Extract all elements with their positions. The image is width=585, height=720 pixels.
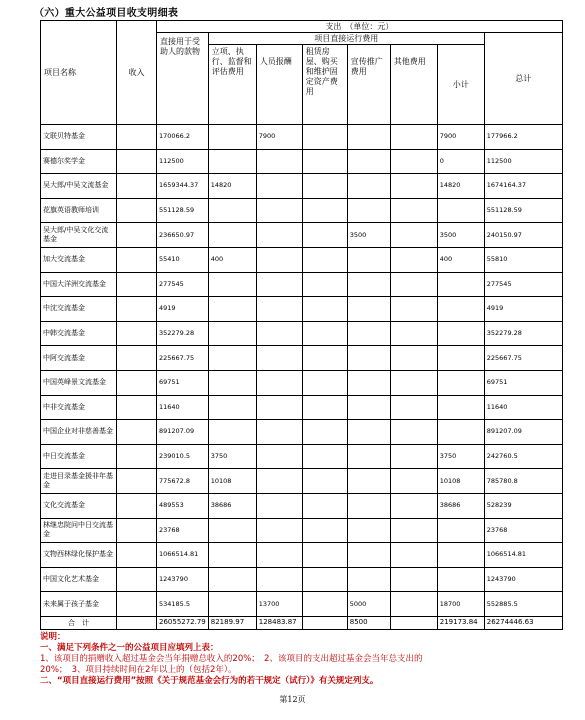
row-grants: 277545 xyxy=(157,272,209,297)
row-project-name: 吴大郎/中吴文化交流基金 xyxy=(41,223,117,248)
row-personnel xyxy=(256,444,302,469)
totals-publicity: 8500 xyxy=(347,616,390,629)
table-row xyxy=(41,395,563,420)
notes-section xyxy=(40,632,560,687)
row-total: 1674164.37 xyxy=(484,174,562,199)
table-row xyxy=(41,223,563,248)
table-row xyxy=(41,125,563,150)
row-project-name: 中国企业对非慈善基金 xyxy=(41,420,117,445)
row-subtotal: 0 xyxy=(437,149,484,174)
row-setup: 14820 xyxy=(208,174,256,199)
row-grants: 352279.28 xyxy=(157,321,209,346)
row-rent xyxy=(302,444,347,469)
header-other: 其他费用 xyxy=(390,45,437,125)
row-grants: 236650.97 xyxy=(157,223,209,248)
row-income xyxy=(117,395,157,420)
row-publicity xyxy=(347,321,390,346)
row-project-name: 加大交流基金 xyxy=(41,247,117,272)
row-income xyxy=(117,223,157,248)
row-setup xyxy=(208,543,256,568)
table-row xyxy=(41,518,563,543)
row-income xyxy=(117,346,157,371)
row-income xyxy=(117,321,157,346)
row-subtotal xyxy=(437,567,484,592)
row-rent xyxy=(302,321,347,346)
row-rent xyxy=(302,469,347,494)
row-income xyxy=(117,420,157,445)
row-grants: 239010.5 xyxy=(157,444,209,469)
row-total: 55810 xyxy=(484,247,562,272)
row-publicity xyxy=(347,420,390,445)
project-expenditure-table xyxy=(40,20,563,630)
header-direct-costs: 项目直接运行费用 xyxy=(208,33,484,45)
notes-line-2b: 20%； 3、项目持续时间在2年以上的（包括2年）。 xyxy=(40,665,237,675)
header-personnel: 人员报酬 xyxy=(256,45,302,125)
table-row xyxy=(41,174,563,199)
row-income xyxy=(117,444,157,469)
row-rent xyxy=(302,346,347,371)
row-setup xyxy=(208,149,256,174)
row-project-name: 中非交流基金 xyxy=(41,395,117,420)
totals-setup: 82189.97 xyxy=(208,616,256,629)
row-setup: 3750 xyxy=(208,444,256,469)
row-setup xyxy=(208,125,256,150)
row-setup xyxy=(208,420,256,445)
row-total: 240150.97 xyxy=(484,223,562,248)
row-other xyxy=(390,420,437,445)
header-setup-monitoring: 立项、执行、监督和评估费用 xyxy=(208,45,256,125)
header-subtotal: 小计 xyxy=(437,45,484,125)
row-other xyxy=(390,297,437,322)
row-subtotal xyxy=(437,370,484,395)
row-publicity xyxy=(347,149,390,174)
row-setup xyxy=(208,395,256,420)
row-subtotal xyxy=(437,346,484,371)
totals-grants: 26055272.79 xyxy=(157,616,209,629)
row-personnel xyxy=(256,174,302,199)
row-grants: 1243790 xyxy=(157,567,209,592)
row-other xyxy=(390,444,437,469)
row-other xyxy=(390,247,437,272)
row-project-name: 中阿交流基金 xyxy=(41,346,117,371)
row-setup xyxy=(208,321,256,346)
totals-rent xyxy=(302,616,347,629)
row-rent xyxy=(302,149,347,174)
table-row xyxy=(41,567,563,592)
table-title: （六）重大公益项目收支明细表 xyxy=(34,8,179,19)
row-grants: 55410 xyxy=(157,247,209,272)
row-personnel xyxy=(256,198,302,223)
row-setup xyxy=(208,297,256,322)
row-income xyxy=(117,370,157,395)
row-other xyxy=(390,592,437,617)
row-subtotal: 18700 xyxy=(437,592,484,617)
table-row xyxy=(41,272,563,297)
notes-line-2a: 1、该项目的捐赠收入超过基金会当年捐赠总收入的20%； 2、该项目的支出超过基金会当年总支出的 xyxy=(40,654,423,664)
row-subtotal xyxy=(437,272,484,297)
row-personnel xyxy=(256,149,302,174)
row-publicity xyxy=(347,567,390,592)
table-row xyxy=(41,493,563,518)
row-publicity xyxy=(347,174,390,199)
row-subtotal: 38686 xyxy=(437,493,484,518)
row-rent xyxy=(302,543,347,568)
row-project-name: 中沈交流基金 xyxy=(41,297,117,322)
row-project-name: 赛德尔奖学金 xyxy=(41,149,117,174)
row-grants: 112500 xyxy=(157,149,209,174)
row-rent xyxy=(302,247,347,272)
row-personnel xyxy=(256,223,302,248)
row-grants: 551128.59 xyxy=(157,198,209,223)
row-project-name: 林继忠院问中日交流基金 xyxy=(41,518,117,543)
row-project-name: 文化交流基金 xyxy=(41,493,117,518)
row-rent xyxy=(302,592,347,617)
row-publicity xyxy=(347,346,390,371)
row-publicity xyxy=(347,198,390,223)
row-personnel xyxy=(256,567,302,592)
row-other xyxy=(390,223,437,248)
row-project-name: 中国英峰景文流基金 xyxy=(41,370,117,395)
row-subtotal: 10108 xyxy=(437,469,484,494)
header-total: 总计 xyxy=(484,33,562,125)
row-total: 177966.2 xyxy=(484,125,562,150)
row-other xyxy=(390,321,437,346)
totals-income xyxy=(117,616,157,629)
row-project-name: 中国文化艺术基金 xyxy=(41,567,117,592)
row-total: 112500 xyxy=(484,149,562,174)
row-publicity xyxy=(347,370,390,395)
row-income xyxy=(117,272,157,297)
row-grants: 489553 xyxy=(157,493,209,518)
row-other xyxy=(390,174,437,199)
header-grants: 直接用于受助人的款物 xyxy=(157,33,209,125)
row-income xyxy=(117,518,157,543)
table-row xyxy=(41,247,563,272)
row-project-name: 走进目录基金援非年基金 xyxy=(41,469,117,494)
row-other xyxy=(390,543,437,568)
row-publicity xyxy=(347,297,390,322)
row-total: 277545 xyxy=(484,272,562,297)
row-other xyxy=(390,370,437,395)
row-project-name: 吴大郎/中吴文流基金 xyxy=(41,174,117,199)
row-personnel xyxy=(256,297,302,322)
row-personnel xyxy=(256,346,302,371)
row-grants: 69751 xyxy=(157,370,209,395)
row-personnel xyxy=(256,518,302,543)
row-other xyxy=(390,125,437,150)
row-subtotal xyxy=(437,297,484,322)
table-row xyxy=(41,592,563,617)
row-rent xyxy=(302,223,347,248)
row-rent xyxy=(302,125,347,150)
row-project-name: 中国大洋洲交流基金 xyxy=(41,272,117,297)
row-subtotal: 7900 xyxy=(437,125,484,150)
row-subtotal xyxy=(437,321,484,346)
row-income xyxy=(117,592,157,617)
row-publicity xyxy=(347,518,390,543)
row-subtotal: 3500 xyxy=(437,223,484,248)
row-other xyxy=(390,493,437,518)
row-income xyxy=(117,297,157,322)
row-project-name: 文物西林绿化保护基金 xyxy=(41,543,117,568)
notes-heading: 说明： xyxy=(40,632,66,642)
row-other xyxy=(390,346,437,371)
row-total: 225667.75 xyxy=(484,346,562,371)
row-personnel xyxy=(256,370,302,395)
row-total: 551128.59 xyxy=(484,198,562,223)
totals-subtotal: 219173.84 xyxy=(437,616,484,629)
row-grants: 4919 xyxy=(157,297,209,322)
row-total: 1066514.81 xyxy=(484,543,562,568)
totals-total: 26274446.63 xyxy=(484,616,562,629)
row-other xyxy=(390,567,437,592)
row-subtotal xyxy=(437,543,484,568)
row-personnel: 13700 xyxy=(256,592,302,617)
header-rent-assets: 租赁房屋、购买和维护固定资产费用 xyxy=(302,45,347,125)
row-setup xyxy=(208,518,256,543)
row-personnel xyxy=(256,395,302,420)
row-grants: 170066.2 xyxy=(157,125,209,150)
row-publicity xyxy=(347,543,390,568)
row-total: 69751 xyxy=(484,370,562,395)
row-other xyxy=(390,395,437,420)
table-row xyxy=(41,469,563,494)
row-publicity xyxy=(347,247,390,272)
row-publicity xyxy=(347,272,390,297)
row-rent xyxy=(302,370,347,395)
row-publicity xyxy=(347,493,390,518)
row-publicity xyxy=(347,395,390,420)
row-setup: 10108 xyxy=(208,469,256,494)
row-grants: 225667.75 xyxy=(157,346,209,371)
row-setup xyxy=(208,198,256,223)
table-row xyxy=(41,420,563,445)
totals-personnel: 128483.87 xyxy=(256,616,302,629)
notes-line-1: 一、满足下列条件之一的公益项目应填列上表： xyxy=(40,643,219,653)
row-total: 352279.28 xyxy=(484,321,562,346)
row-total: 23768 xyxy=(484,518,562,543)
table-row xyxy=(41,346,563,371)
page-number: 第12页 xyxy=(279,695,306,704)
row-rent xyxy=(302,272,347,297)
totals-label: 合 计 xyxy=(41,616,117,629)
row-rent xyxy=(302,567,347,592)
row-other xyxy=(390,149,437,174)
row-setup xyxy=(208,223,256,248)
row-other xyxy=(390,272,437,297)
row-grants: 1659344.37 xyxy=(157,174,209,199)
row-subtotal: 400 xyxy=(437,247,484,272)
table-row xyxy=(41,543,563,568)
row-income xyxy=(117,149,157,174)
row-personnel xyxy=(256,247,302,272)
row-personnel xyxy=(256,469,302,494)
row-subtotal xyxy=(437,395,484,420)
row-total: 1243790 xyxy=(484,567,562,592)
row-subtotal xyxy=(437,518,484,543)
row-subtotal xyxy=(437,198,484,223)
row-total: 891207.09 xyxy=(484,420,562,445)
row-other xyxy=(390,518,437,543)
row-setup xyxy=(208,370,256,395)
row-subtotal: 3750 xyxy=(437,444,484,469)
row-grants: 534185.5 xyxy=(157,592,209,617)
row-project-name: 花旗英语教师培训 xyxy=(41,198,117,223)
header-income: 收入 xyxy=(117,21,157,125)
row-setup xyxy=(208,592,256,617)
row-income xyxy=(117,247,157,272)
row-setup: 38686 xyxy=(208,493,256,518)
row-rent xyxy=(302,395,347,420)
row-rent xyxy=(302,420,347,445)
row-grants: 11640 xyxy=(157,395,209,420)
row-setup xyxy=(208,346,256,371)
row-rent xyxy=(302,493,347,518)
row-grants: 1066514.81 xyxy=(157,543,209,568)
row-income xyxy=(117,198,157,223)
row-project-name: 中韩交流基金 xyxy=(41,321,117,346)
row-subtotal: 14820 xyxy=(437,174,484,199)
table-row xyxy=(41,297,563,322)
row-personnel: 7900 xyxy=(256,125,302,150)
row-total: 242760.5 xyxy=(484,444,562,469)
row-personnel xyxy=(256,321,302,346)
table-row xyxy=(41,198,563,223)
header-expense-group: 支出 （单位：元） xyxy=(157,21,563,33)
header-publicity: 宣传推广费用 xyxy=(347,45,390,125)
row-rent xyxy=(302,297,347,322)
row-subtotal xyxy=(437,420,484,445)
row-income xyxy=(117,543,157,568)
row-publicity xyxy=(347,444,390,469)
row-personnel xyxy=(256,543,302,568)
row-total: 528239 xyxy=(484,493,562,518)
row-personnel xyxy=(256,272,302,297)
row-income xyxy=(117,567,157,592)
row-personnel xyxy=(256,493,302,518)
totals-other xyxy=(390,616,437,629)
row-project-name: 中日交流基金 xyxy=(41,444,117,469)
header-project-name: 项目名称 xyxy=(41,21,117,125)
row-rent xyxy=(302,198,347,223)
row-setup: 400 xyxy=(208,247,256,272)
row-project-name: 未来属于孩子基金 xyxy=(41,592,117,617)
row-publicity xyxy=(347,125,390,150)
row-publicity: 5000 xyxy=(347,592,390,617)
row-publicity xyxy=(347,469,390,494)
row-other xyxy=(390,198,437,223)
row-grants: 891207.09 xyxy=(157,420,209,445)
row-personnel xyxy=(256,420,302,445)
notes-line-3: 二、“项目直接运行费用”按照《关于规范基金会行为的若干规定（试行）》有关规定列支。 xyxy=(40,676,379,686)
row-income xyxy=(117,469,157,494)
table-row xyxy=(41,149,563,174)
row-project-name: 文联贝特基金 xyxy=(41,125,117,150)
row-total: 785780.8 xyxy=(484,469,562,494)
row-rent xyxy=(302,518,347,543)
table-row xyxy=(41,321,563,346)
row-total: 552885.5 xyxy=(484,592,562,617)
row-income xyxy=(117,125,157,150)
row-setup xyxy=(208,567,256,592)
table-row xyxy=(41,370,563,395)
row-rent xyxy=(302,174,347,199)
row-income xyxy=(117,493,157,518)
row-income xyxy=(117,174,157,199)
table-row xyxy=(41,444,563,469)
row-total: 11640 xyxy=(484,395,562,420)
row-grants: 23768 xyxy=(157,518,209,543)
row-publicity: 3500 xyxy=(347,223,390,248)
row-total: 4919 xyxy=(484,297,562,322)
row-other xyxy=(390,469,437,494)
row-grants: 775672.8 xyxy=(157,469,209,494)
row-setup xyxy=(208,272,256,297)
